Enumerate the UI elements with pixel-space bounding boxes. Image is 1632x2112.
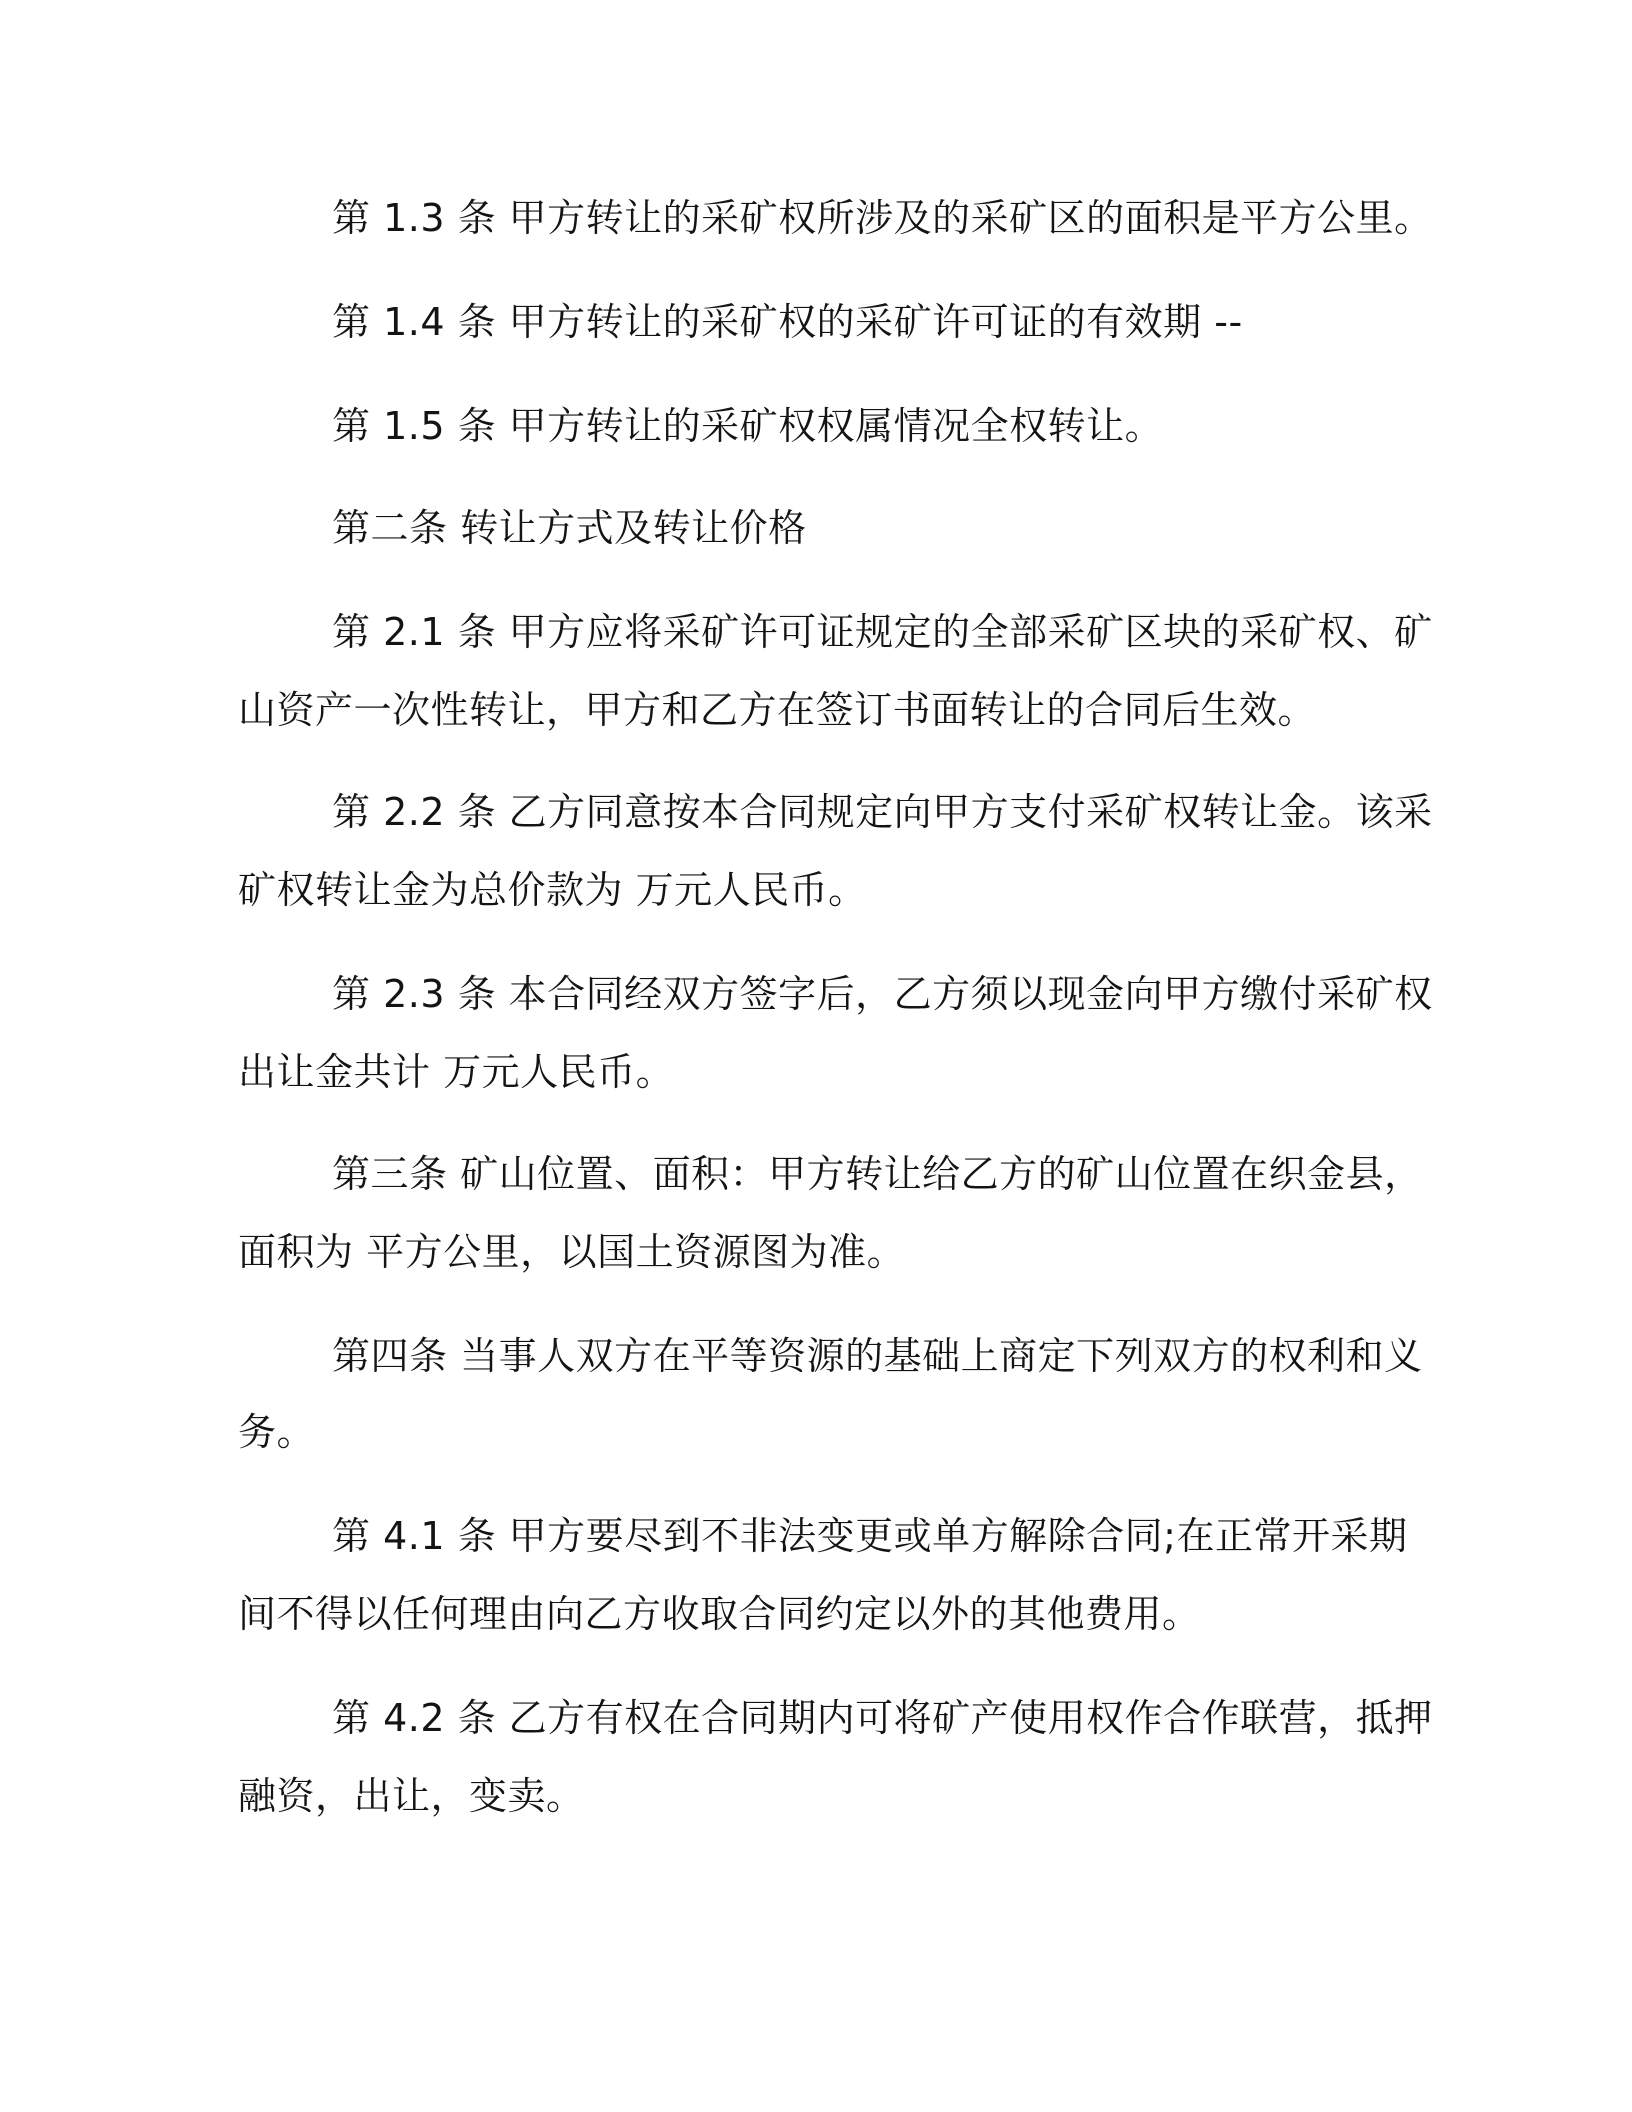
clause-4-1-line-2: 间不得以任何理由向乙方收取合同约定以外的其他费用。 xyxy=(238,1592,1201,1636)
article-4-line-2: 务。 xyxy=(238,1410,316,1454)
clause-2-3-line-1: 第 2.3 条 本合同经双方签字后，乙方须以现金向甲方缴付采矿权 xyxy=(332,972,1433,1016)
clause-1-4: 第 1.4 条 甲方转让的采矿权的采矿许可证的有效期 -- xyxy=(332,300,1243,344)
clause-4-2-line-1: 第 4.2 条 乙方有权在合同期内可将矿产使用权作合作联营，抵押 xyxy=(332,1696,1433,1740)
clause-2-2-line-1: 第 2.2 条 乙方同意按本合同规定向甲方支付采矿权转让金。该采 xyxy=(332,790,1433,834)
article-2-heading: 第二条 转让方式及转让价格 xyxy=(332,506,807,550)
article-3-line-2: 面积为 平方公里，以国土资源图为准。 xyxy=(238,1230,906,1274)
article-4-line-1: 第四条 当事人双方在平等资源的基础上商定下列双方的权利和义 xyxy=(332,1334,1423,1378)
article-3-line-1: 第三条 矿山位置、面积：甲方转让给乙方的矿山位置在织金县， xyxy=(332,1152,1423,1196)
clause-1-3: 第 1.3 条 甲方转让的采矿权所涉及的采矿区的面积是平方公里。 xyxy=(332,196,1433,240)
clause-2-1-line-2: 山资产一次性转让，甲方和乙方在签订书面转让的合同后生效。 xyxy=(238,688,1317,732)
clause-2-3-line-2: 出让金共计 万元人民币。 xyxy=(238,1050,675,1094)
clause-4-1-line-1: 第 4.1 条 甲方要尽到不非法变更或单方解除合同;在正常开采期 xyxy=(332,1514,1408,1558)
clause-4-2-line-2: 融资，出让，变卖。 xyxy=(238,1774,585,1818)
clause-1-5: 第 1.5 条 甲方转让的采矿权权属情况全权转让。 xyxy=(332,404,1164,448)
clause-2-2-line-2: 矿权转让金为总价款为 万元人民币。 xyxy=(238,868,867,912)
clause-2-1-line-1: 第 2.1 条 甲方应将采矿许可证规定的全部采矿区块的采矿权、矿 xyxy=(332,610,1433,654)
